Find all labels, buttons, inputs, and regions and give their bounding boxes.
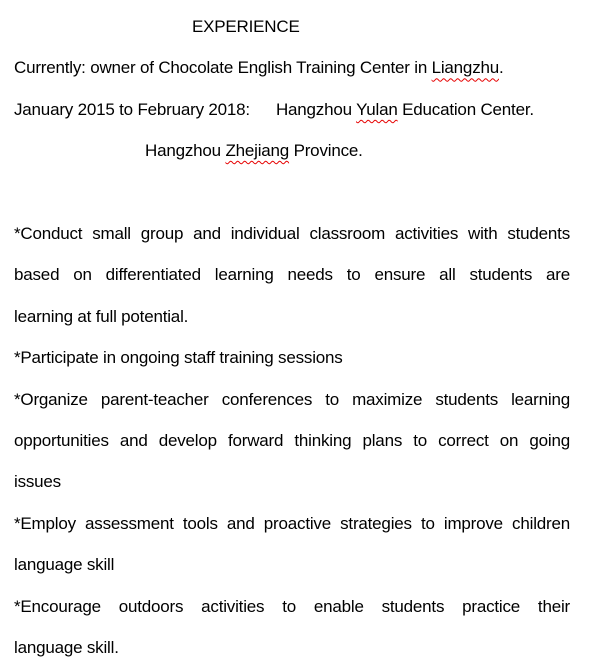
currently-period: . bbox=[499, 58, 504, 78]
duty-line[interactable]: *Participate in ongoing staff training sessions bbox=[14, 348, 343, 368]
date-range-text: January 2015 to February 2018: bbox=[14, 99, 250, 119]
employer-text-after: Education Center. bbox=[397, 99, 534, 119]
blank-line bbox=[14, 172, 570, 213]
duty-paragraph-organize bbox=[14, 379, 570, 503]
experience-heading-text: EXPERIENCE bbox=[192, 17, 300, 36]
duty-line[interactable]: language skill bbox=[14, 555, 115, 575]
duty-line[interactable]: learning at full potential. bbox=[14, 306, 189, 326]
duty-line[interactable]: based on differentiated learning needs to ensure all students are bbox=[14, 265, 570, 285]
duty-line[interactable]: opportunities and develop forward thinking plans to correct on going bbox=[14, 431, 570, 451]
misspelled-word-zhejiang[interactable]: Zhejiang bbox=[225, 141, 290, 161]
location-text: Hangzhou bbox=[145, 141, 226, 161]
line-currently[interactable] bbox=[14, 47, 570, 88]
duty-paragraph-participate bbox=[14, 337, 570, 378]
location-text-after: Province. bbox=[289, 141, 363, 161]
duty-paragraph-conduct bbox=[14, 213, 570, 337]
duty-line[interactable]: *Employ assessment tools and proactive strategies to improve children bbox=[14, 513, 570, 533]
duty-line[interactable]: *Conduct small group and individual classroom activities with students bbox=[14, 224, 570, 244]
line-dates[interactable] bbox=[14, 89, 570, 130]
line-location[interactable] bbox=[14, 130, 570, 171]
duty-line[interactable]: issues bbox=[14, 472, 61, 492]
employer-text: Hangzhou bbox=[275, 99, 357, 119]
currently-text: Currently: owner of Chocolate English Training Center in bbox=[14, 58, 432, 78]
duty-paragraph-employ bbox=[14, 503, 570, 586]
duty-line[interactable]: language skill. bbox=[14, 638, 119, 658]
duty-line[interactable]: *Encourage outdoors activities to enable students practice their bbox=[14, 596, 570, 616]
misspelled-word-liangzhu[interactable]: Liangzhu bbox=[431, 58, 499, 78]
duty-paragraph-encourage bbox=[14, 586, 570, 664]
misspelled-word-yulan[interactable]: Yulan bbox=[356, 99, 398, 119]
experience-heading[interactable] bbox=[14, 6, 570, 47]
duty-line[interactable]: *Organize parent-teacher conferences to maximize students learning bbox=[14, 389, 570, 409]
